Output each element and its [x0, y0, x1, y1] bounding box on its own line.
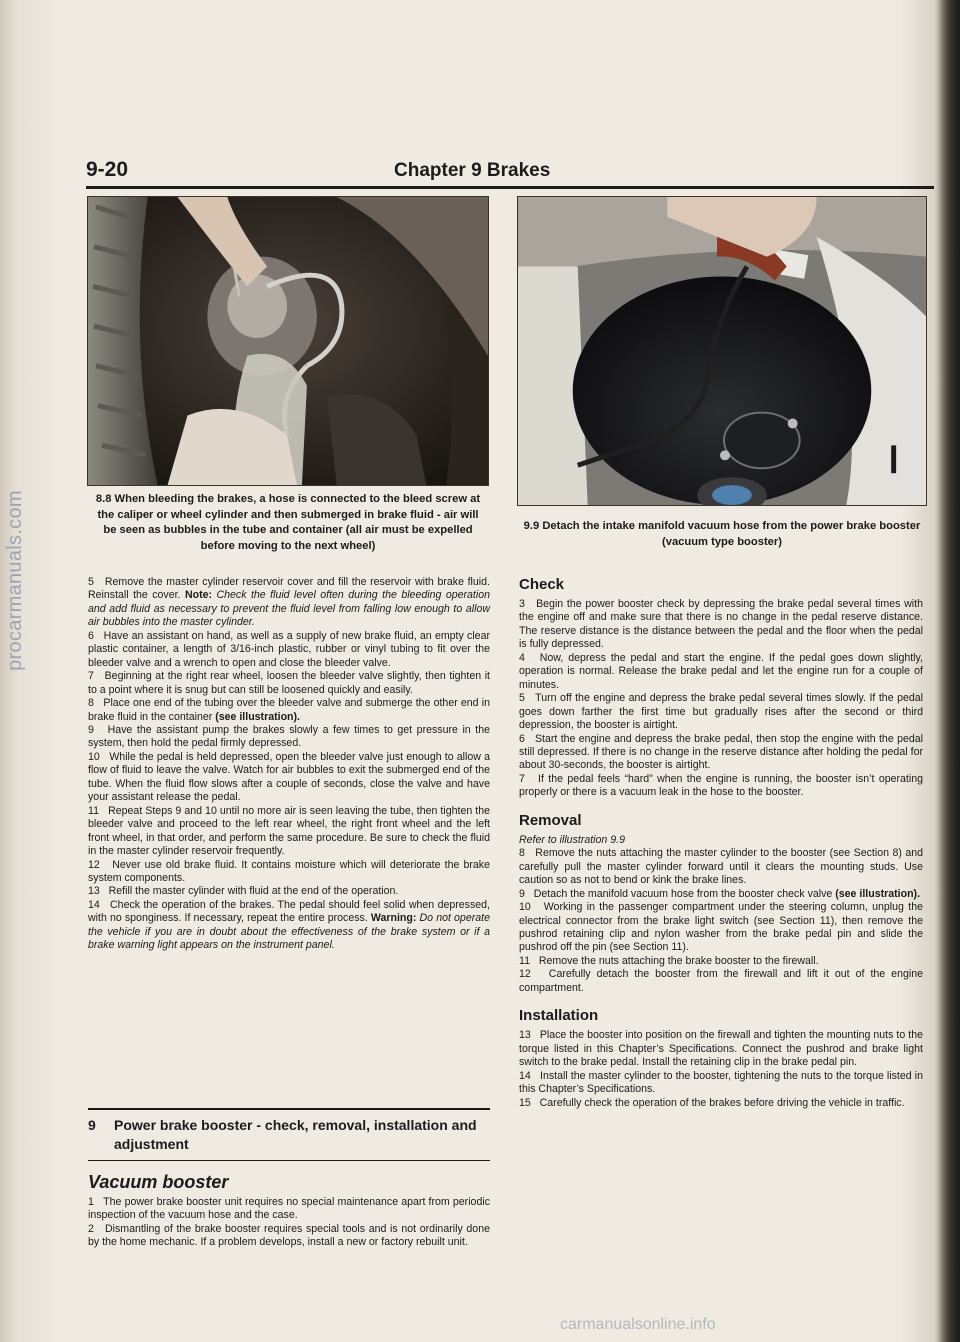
removal-step-11 — [519, 955, 923, 968]
note-label: Note: — [184, 589, 213, 602]
step-13 — [88, 885, 490, 898]
step-text: Remove the master cylinder reservoir cover and fill the reservoir with brake fluid. Reinstall the cover. — [88, 576, 490, 602]
install-step-15 — [519, 1097, 923, 1110]
step-number: 14 — [519, 1069, 531, 1082]
step-text: Place one end of the tubing over the bleeder valve and submerge the other end in brake fluid in the container — [88, 697, 490, 723]
step-number: 14 — [88, 898, 100, 911]
step-text: If the pedal feels “hard” when the engine is running, the booster isn’t operating properly or there is a vacuum leak in the hose to the booster. — [519, 772, 923, 799]
step-text: Have an assistant on hand, as well as a supply of new brake fluid, an empty clear plastic container, a length of 3/16-inch plastic, rubber or vinyl tubing to fit over the bleeder valve and a wrench to open and close the bleeder valve. — [88, 629, 490, 669]
bottom-watermark: carmanualsonline.info — [560, 1316, 716, 1333]
illustration-reference: (see illustration). — [215, 710, 300, 723]
brake-booster-photo-illustration — [518, 197, 926, 505]
step-12 — [88, 859, 490, 886]
removal-refer: Refer to illustration 9.9 — [519, 833, 625, 846]
removal-step-9 — [519, 888, 923, 901]
step-number: 13 — [519, 1029, 531, 1042]
step-number: 3 — [519, 598, 525, 610]
step-number: 6 — [88, 629, 94, 642]
step-text: Dismantling of the brake booster requires special tools and is not ordinarily done by the home mechanic. If a problem develops, install a new or factory rebuilt unit. — [88, 1222, 490, 1249]
figure-9-9-caption: 9.9 Detach the intake manifold vacuum hose from the power brake booster (vacuum type booster) — [523, 520, 921, 548]
step-text: Refill the master cylinder with fluid at the end of the operation. — [108, 885, 399, 898]
step-number: 7 — [88, 670, 94, 683]
warning-label: Warning: — [370, 912, 417, 925]
step-number: 2 — [88, 1222, 94, 1235]
install-step-13 — [519, 1029, 923, 1069]
step-text: The power brake booster unit requires no special maintenance apart from periodic inspection of the vacuum hose and the case. — [88, 1196, 490, 1222]
side-watermark-text: procarmanuals.com — [3, 489, 26, 671]
vacuum-step-1 — [88, 1196, 490, 1223]
step-text: Place the booster into position on the firewall and tighten the mounting nuts to the torque listed in this Chapter’s Specifications. Connect the pushrod and brake light switch to the brake pedal. Install the retaining clip in the brake pedal pin. — [519, 1029, 923, 1069]
step-number: 8 — [88, 697, 94, 710]
step-text: While the pedal is held depressed, open the bleeder valve just enough to allow a flow of fluid to leave the valve. Watch for air bubbles to exit the submerged end of the tube. When the fluid flow slows after a couple of seconds, close the valve and have your assistant release the pedal. — [88, 750, 490, 804]
warning-text: Do not operate the vehicle if you are in doubt about the effectiveness of the brake system or if a brake warning light appears on the instrument panel. — [88, 912, 490, 952]
step-number: 11 — [519, 954, 530, 967]
step-text: Start the engine and depress the brake pedal, then stop the engine with the pedal still depressed. If there is no change in the reserve distance after holding the pedal for about 30-seconds, the booster is airtight. — [519, 732, 923, 772]
section-rule-top — [88, 1108, 490, 1110]
left-column — [88, 576, 490, 953]
step-text: Carefully check the operation of the brakes before driving the vehicle in traffic. — [539, 1096, 905, 1109]
step-text: Detach the manifold vacuum hose from the booster check valve — [533, 887, 833, 900]
check-heading: Check — [519, 576, 565, 593]
step-text: Working in the passenger compartment under the steering column, unplug the electrical connector from the brake light switch (see Section 11), then remove the pushrod retaining clip and nylon washer from the brake pedal pin and slide the pushrod off the pin (see Section 11). — [519, 901, 923, 954]
section-title: Power brake booster - check, removal, installation and adjustment — [114, 1117, 477, 1152]
brake-bleeding-photo-illustration — [88, 197, 488, 485]
step-text: Never use old brake fluid. It contains moisture which will deteriorate the brake system components. — [88, 858, 490, 884]
step-text: Begin the power booster check by depressing the brake pedal several times with the engine off and make sure that there is no change in the pedal reserve distance. The reserve distance is the distance between the pedal and the floor when the pedal is fully depressed. — [519, 598, 923, 651]
step-number: 6 — [519, 732, 525, 745]
right-column — [519, 576, 923, 1110]
step-number: 13 — [88, 885, 100, 898]
step-number: 5 — [519, 692, 525, 705]
step-number: 15 — [519, 1096, 531, 1109]
step-text: Turn off the engine and depress the brake pedal several times slowly. If the pedal goes down farther the first time but gradually rises after the second or third depression, the booster is airtight. — [519, 692, 923, 732]
step-8 — [88, 697, 490, 724]
step-number: 5 — [88, 576, 94, 588]
step-11 — [88, 805, 490, 859]
step-number: 9 — [88, 723, 94, 736]
step-text: Repeat Steps 9 and 10 until no more air is seen leaving the tube, then tighten the bleeder valve and proceed to the left rear wheel, the right front wheel and the left front wheel, in that order, and perform the same procedure. Be sure to check the fluid in the master cylinder reservoir frequently. — [88, 804, 490, 858]
step-6 — [88, 630, 490, 670]
vacuum-booster-body — [88, 1196, 490, 1250]
step-number: 12 — [519, 968, 531, 981]
check-step-5 — [519, 692, 923, 732]
vacuum-booster-heading: Vacuum booster — [88, 1172, 229, 1192]
section-9-heading — [88, 1116, 490, 1154]
book-edge-shadow — [938, 0, 960, 1342]
check-step-7 — [519, 773, 923, 800]
check-step-4 — [519, 652, 923, 692]
check-step-3 — [519, 598, 923, 652]
step-text: Carefully detach the booster from the firewall and lift it out of the engine compartment. — [519, 968, 923, 994]
page-number: 9-20 — [86, 158, 129, 181]
section-number: 9 — [88, 1117, 96, 1133]
check-step-6 — [519, 733, 923, 773]
installation-heading: Installation — [519, 1007, 599, 1025]
step-text: Remove the nuts attaching the brake booster to the firewall. — [538, 954, 819, 967]
section-rule-bottom — [88, 1160, 490, 1161]
removal-heading: Removal — [519, 811, 582, 829]
step-number: 10 — [88, 750, 100, 763]
step-text: Now, depress the pedal and start the engine. If the pedal goes down slightly, operation is normal. Release the brake pedal and let the engine run for a couple of minutes. — [519, 651, 923, 691]
step-5 — [88, 576, 490, 630]
chapter-title: Chapter 9 Brakes — [394, 160, 551, 181]
removal-step-8 — [519, 847, 923, 887]
step-7 — [88, 670, 490, 697]
step-number: 11 — [88, 804, 99, 817]
step-number: 7 — [519, 772, 525, 785]
vacuum-step-2 — [88, 1223, 490, 1250]
step-number: 9 — [519, 887, 525, 900]
side-watermark — [2, 430, 28, 730]
step-number: 8 — [519, 847, 525, 860]
install-step-14 — [519, 1070, 923, 1097]
step-number: 4 — [519, 651, 525, 664]
figure-9-9-photo — [517, 196, 927, 506]
note-text: Check the fluid level often during the bleeding operation and add fluid as necessary to prevent the fluid level from falling low enough to allow air bubbles into the master cylinder. — [88, 589, 490, 629]
step-text: Check the operation of the brakes. The pedal should feel solid when depressed, with no sponginess. If necessary, repeat the entire process. — [88, 898, 490, 925]
removal-step-12 — [519, 968, 923, 995]
step-number: 1 — [88, 1196, 94, 1208]
illustration-reference: (see illustration). — [835, 887, 921, 900]
step-number: 10 — [519, 901, 531, 914]
step-14 — [88, 899, 490, 953]
removal-step-10 — [519, 901, 923, 955]
step-text: Remove the nuts attaching the master cylinder to the booster (see Section 8) and carefully pull the master cylinder forward until it clears the mounting studs. Use caution so as not to bend or kink the brake lines. — [519, 847, 923, 887]
figure-8-8-photo — [87, 196, 489, 486]
step-number: 12 — [88, 858, 100, 871]
header-rule — [86, 186, 934, 189]
figure-8-8-caption: 8.8 When bleeding the brakes, a hose is connected to the bleed screw at the caliper or wheel cylinder and then submerged in brake fluid - air will be seen as bubbles in the tube and container (all air must be expelled before moving to the next wheel) — [95, 493, 481, 552]
step-text: Have the assistant pump the brakes slowly a few times to get pressure in the system, then hold the pedal firmly depressed. — [88, 723, 490, 750]
step-text: Beginning at the right rear wheel, loosen the bleeder valve slightly, then tighten it to a point where it is snug but can still be loosened quickly and easily. — [88, 670, 490, 696]
step-9 — [88, 724, 490, 751]
step-10 — [88, 751, 490, 805]
step-text: Install the master cylinder to the booster, tightening the nuts to the torque listed in this Chapter’s Specifications. — [519, 1069, 923, 1096]
